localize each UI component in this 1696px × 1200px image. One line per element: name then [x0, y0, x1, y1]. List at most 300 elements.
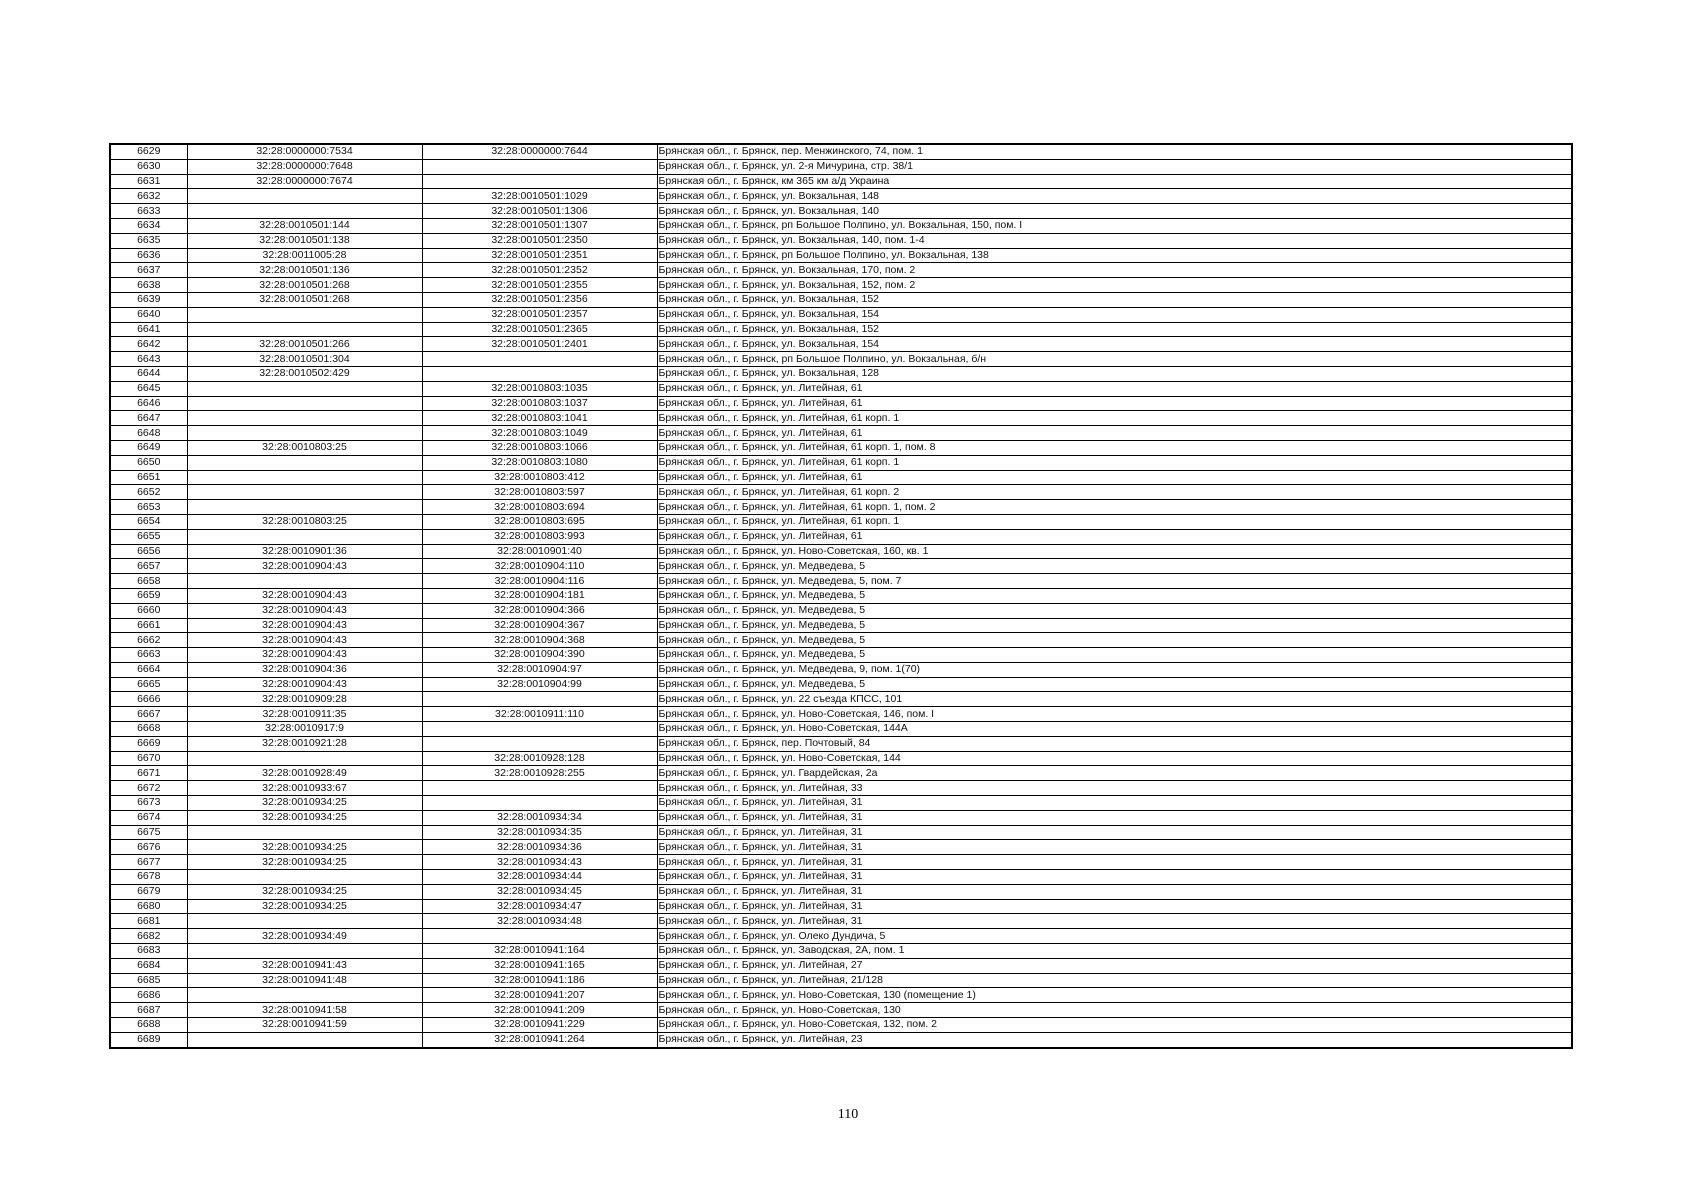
row-number-cell: 6675 [110, 825, 187, 840]
row-number-cell: 6641 [110, 322, 187, 337]
row-number-cell: 6639 [110, 292, 187, 307]
address-cell: Брянская обл., г. Брянск, ул. Литейная, 31 [657, 870, 1572, 885]
object-cadastral-number-cell: 32:28:0010941:164 [422, 944, 657, 959]
row-number-cell: 6648 [110, 426, 187, 441]
cadastral-number-cell: 32:28:0010904:43 [187, 559, 422, 574]
row-number-cell: 6674 [110, 810, 187, 825]
address-cell: Брянская обл., г. Брянск, ул. Ново-Советская, 132, пом. 2 [657, 1018, 1572, 1033]
object-cadastral-number-cell: 32:28:0010934:45 [422, 884, 657, 899]
row-number-cell: 6666 [110, 692, 187, 707]
cadastral-number-cell: 32:28:0010501:136 [187, 263, 422, 278]
address-cell: Брянская обл., г. Брянск, ул. Вокзальная, 128 [657, 366, 1572, 381]
cadastral-number-cell [187, 381, 422, 396]
cadastral-number-cell: 32:28:0010941:43 [187, 958, 422, 973]
table-row [110, 381, 1572, 396]
cadastral-number-cell: 32:28:0010904:43 [187, 677, 422, 692]
object-cadastral-number-cell: 32:28:0010928:255 [422, 766, 657, 781]
table-row [110, 1032, 1572, 1047]
row-number-cell: 6689 [110, 1032, 187, 1047]
object-cadastral-number-cell: 32:28:0010934:34 [422, 810, 657, 825]
address-cell: Брянская обл., г. Брянск, ул. Вокзальная, 154 [657, 337, 1572, 352]
cadastral-number-cell [187, 426, 422, 441]
row-number-cell: 6629 [110, 144, 187, 159]
address-cell: Брянская обл., г. Брянск, ул. Медведева, 5 [657, 603, 1572, 618]
address-cell: Брянская обл., г. Брянск, ул. Медведева, 5 [657, 559, 1572, 574]
address-cell: Брянская обл., г. Брянск, ул. Медведева, 5 [657, 618, 1572, 633]
address-cell: Брянская обл., г. Брянск, ул. Вокзальная, 152 [657, 322, 1572, 337]
cadastral-number-cell: 32:28:0010904:43 [187, 603, 422, 618]
table-row [110, 218, 1572, 233]
cadastral-number-cell [187, 411, 422, 426]
address-cell: Брянская обл., г. Брянск, ул. Медведева, 9, пом. 1(70) [657, 662, 1572, 677]
cadastral-number-cell: 32:28:0000000:7648 [187, 159, 422, 174]
address-cell: Брянская обл., г. Брянск, ул. Литейная, 31 [657, 840, 1572, 855]
address-cell: Брянская обл., г. Брянск, ул. Вокзальная, 154 [657, 307, 1572, 322]
cadastral-number-cell [187, 500, 422, 515]
row-number-cell: 6654 [110, 514, 187, 529]
object-cadastral-number-cell: 32:28:0010934:48 [422, 914, 657, 929]
row-number-cell: 6668 [110, 722, 187, 737]
object-cadastral-number-cell: 32:28:0010501:1029 [422, 189, 657, 204]
address-cell: Брянская обл., г. Брянск, ул. Медведева, 5, пом. 7 [657, 574, 1572, 589]
object-cadastral-number-cell [422, 352, 657, 367]
registry-table-body [110, 144, 1572, 1048]
address-cell: Брянская обл., г. Брянск, км 365 км а/д Украина [657, 174, 1572, 189]
object-cadastral-number-cell: 32:28:0010803:1049 [422, 426, 657, 441]
object-cadastral-number-cell: 32:28:0010934:44 [422, 870, 657, 885]
table-row [110, 722, 1572, 737]
row-number-cell: 6652 [110, 485, 187, 500]
address-cell: Брянская обл., г. Брянск, ул. Литейная, 27 [657, 958, 1572, 973]
address-cell: Брянская обл., г. Брянск, ул. Ново-Советская, 144 [657, 751, 1572, 766]
object-cadastral-number-cell: 32:28:0010934:47 [422, 899, 657, 914]
object-cadastral-number-cell: 32:28:0010901:40 [422, 544, 657, 559]
table-row [110, 263, 1572, 278]
cadastral-number-cell: 32:28:0010934:25 [187, 796, 422, 811]
table-row [110, 751, 1572, 766]
cadastral-number-cell: 32:28:0010501:266 [187, 337, 422, 352]
row-number-cell: 6684 [110, 958, 187, 973]
address-cell: Брянская обл., г. Брянск, ул. Заводская, 2А, пом. 1 [657, 944, 1572, 959]
table-row [110, 337, 1572, 352]
table-row [110, 159, 1572, 174]
table-row [110, 855, 1572, 870]
table-row [110, 662, 1572, 677]
cadastral-number-cell [187, 322, 422, 337]
cadastral-number-cell: 32:28:0010921:28 [187, 736, 422, 751]
cadastral-number-cell: 32:28:0010917:9 [187, 722, 422, 737]
row-number-cell: 6656 [110, 544, 187, 559]
address-cell: Брянская обл., г. Брянск, ул. Ново-Советская, 130 (помещение 1) [657, 988, 1572, 1003]
cadastral-number-cell [187, 870, 422, 885]
address-cell: Брянская обл., г. Брянск, ул. Литейная, 61 [657, 426, 1572, 441]
row-number-cell: 6682 [110, 929, 187, 944]
table-row [110, 485, 1572, 500]
address-cell: Брянская обл., г. Брянск, ул. Литейная, 61 [657, 529, 1572, 544]
table-row [110, 899, 1572, 914]
row-number-cell: 6649 [110, 440, 187, 455]
row-number-cell: 6665 [110, 677, 187, 692]
row-number-cell: 6638 [110, 278, 187, 293]
address-cell: Брянская обл., г. Брянск, ул. Литейная, 31 [657, 914, 1572, 929]
table-row [110, 307, 1572, 322]
table-row [110, 440, 1572, 455]
address-cell: Брянская обл., г. Брянск, ул. Вокзальная, 152 [657, 292, 1572, 307]
table-row [110, 1018, 1572, 1033]
address-cell: Брянская обл., г. Брянск, ул. Вокзальная, 140 [657, 204, 1572, 219]
row-number-cell: 6634 [110, 218, 187, 233]
table-row [110, 766, 1572, 781]
row-number-cell: 6660 [110, 603, 187, 618]
table-row [110, 455, 1572, 470]
object-cadastral-number-cell [422, 174, 657, 189]
row-number-cell: 6646 [110, 396, 187, 411]
object-cadastral-number-cell: 32:28:0010803:1080 [422, 455, 657, 470]
row-number-cell: 6633 [110, 204, 187, 219]
row-number-cell: 6661 [110, 618, 187, 633]
object-cadastral-number-cell: 32:28:0010803:695 [422, 514, 657, 529]
row-number-cell: 6677 [110, 855, 187, 870]
table-row [110, 278, 1572, 293]
cadastral-number-cell [187, 485, 422, 500]
cadastral-number-cell: 32:28:0010501:144 [187, 218, 422, 233]
address-cell: Брянская обл., г. Брянск, ул. 22 съезда КПСС, 101 [657, 692, 1572, 707]
table-row [110, 796, 1572, 811]
cadastral-number-cell: 32:28:0010501:138 [187, 233, 422, 248]
cadastral-number-cell [187, 988, 422, 1003]
cadastral-number-cell: 32:28:0010934:49 [187, 929, 422, 944]
object-cadastral-number-cell: 32:28:0010934:43 [422, 855, 657, 870]
address-cell: Брянская обл., г. Брянск, ул. Литейная, 31 [657, 884, 1572, 899]
cadastral-number-cell: 32:28:0010904:43 [187, 588, 422, 603]
cadastral-number-cell: 32:28:0010941:58 [187, 1003, 422, 1018]
cadastral-number-cell: 32:28:0010911:35 [187, 707, 422, 722]
object-cadastral-number-cell: 32:28:0010941:207 [422, 988, 657, 1003]
object-cadastral-number-cell: 32:28:0010904:110 [422, 559, 657, 574]
table-row [110, 574, 1572, 589]
row-number-cell: 6681 [110, 914, 187, 929]
object-cadastral-number-cell: 32:28:0010904:367 [422, 618, 657, 633]
row-number-cell: 6636 [110, 248, 187, 263]
address-cell: Брянская обл., г. Брянск, ул. Вокзальная, 170, пом. 2 [657, 263, 1572, 278]
object-cadastral-number-cell: 32:28:0010803:694 [422, 500, 657, 515]
table-row [110, 248, 1572, 263]
address-cell: Брянская обл., г. Брянск, ул. Ново-Советская, 160, кв. 1 [657, 544, 1572, 559]
table-row [110, 1003, 1572, 1018]
table-row [110, 618, 1572, 633]
cadastral-number-cell [187, 825, 422, 840]
object-cadastral-number-cell [422, 692, 657, 707]
object-cadastral-number-cell: 32:28:0010501:2356 [422, 292, 657, 307]
address-cell: Брянская обл., г. Брянск, ул. Литейная, 31 [657, 810, 1572, 825]
row-number-cell: 6658 [110, 574, 187, 589]
cadastral-number-cell: 32:28:0010941:48 [187, 973, 422, 988]
cadastral-number-cell: 32:28:0010934:25 [187, 810, 422, 825]
object-cadastral-number-cell [422, 159, 657, 174]
cadastral-number-cell: 32:28:0010803:25 [187, 514, 422, 529]
object-cadastral-number-cell: 32:28:0010911:110 [422, 707, 657, 722]
table-row [110, 988, 1572, 1003]
address-cell: Брянская обл., г. Брянск, рп Большое Полпино, ул. Вокзальная, 138 [657, 248, 1572, 263]
address-cell: Брянская обл., г. Брянск, ул. Гвардейская, 2а [657, 766, 1572, 781]
object-cadastral-number-cell: 32:28:0010934:36 [422, 840, 657, 855]
object-cadastral-number-cell: 32:28:0010501:2352 [422, 263, 657, 278]
row-number-cell: 6637 [110, 263, 187, 278]
table-row [110, 781, 1572, 796]
cadastral-number-cell [187, 529, 422, 544]
address-cell: Брянская обл., г. Брянск, ул. Литейная, 61 корп. 1 [657, 411, 1572, 426]
row-number-cell: 6650 [110, 455, 187, 470]
cadastral-number-cell: 32:28:0010904:43 [187, 633, 422, 648]
cadastral-number-cell: 32:28:0010803:25 [187, 440, 422, 455]
table-row [110, 840, 1572, 855]
cadastral-number-cell [187, 204, 422, 219]
table-row [110, 189, 1572, 204]
address-cell: Брянская обл., г. Брянск, ул. Ново-Советская, 144А [657, 722, 1572, 737]
address-cell: Брянская обл., г. Брянск, ул. Медведева, 5 [657, 588, 1572, 603]
address-cell: Брянская обл., г. Брянск, ул. Литейная, 31 [657, 796, 1572, 811]
object-cadastral-number-cell: 32:28:0010501:2355 [422, 278, 657, 293]
cadastral-number-cell: 32:28:0010934:25 [187, 840, 422, 855]
address-cell: Брянская обл., г. Брянск, ул. Литейная, 61 корп. 2 [657, 485, 1572, 500]
object-cadastral-number-cell: 32:28:0010904:97 [422, 662, 657, 677]
object-cadastral-number-cell: 32:28:0010904:390 [422, 648, 657, 663]
cadastral-number-cell: 32:28:0010928:49 [187, 766, 422, 781]
address-cell: Брянская обл., г. Брянск, ул. Вокзальная, 152, пом. 2 [657, 278, 1572, 293]
address-cell: Брянская обл., г. Брянск, ул. Ново-Советская, 130 [657, 1003, 1572, 1018]
row-number-cell: 6683 [110, 944, 187, 959]
address-cell: Брянская обл., г. Брянск, ул. Литейная, 23 [657, 1032, 1572, 1047]
table-row [110, 914, 1572, 929]
cadastral-number-cell: 32:28:0000000:7534 [187, 144, 422, 159]
table-row [110, 204, 1572, 219]
table-row [110, 588, 1572, 603]
table-row [110, 825, 1572, 840]
row-number-cell: 6651 [110, 470, 187, 485]
row-number-cell: 6644 [110, 366, 187, 381]
address-cell: Брянская обл., г. Брянск, ул. Ново-Советская, 146, пом. I [657, 707, 1572, 722]
row-number-cell: 6688 [110, 1018, 187, 1033]
object-cadastral-number-cell: 32:28:0010501:2365 [422, 322, 657, 337]
object-cadastral-number-cell: 32:28:0010803:1066 [422, 440, 657, 455]
object-cadastral-number-cell: 32:28:0010904:366 [422, 603, 657, 618]
cadastral-number-cell: 32:28:0010904:36 [187, 662, 422, 677]
object-cadastral-number-cell: 32:28:0010803:1041 [422, 411, 657, 426]
cadastral-number-cell [187, 944, 422, 959]
row-number-cell: 6655 [110, 529, 187, 544]
row-number-cell: 6678 [110, 870, 187, 885]
cadastral-number-cell: 32:28:0000000:7674 [187, 174, 422, 189]
object-cadastral-number-cell [422, 796, 657, 811]
address-cell: Брянская обл., г. Брянск, ул. Литейная, 61 [657, 396, 1572, 411]
property-registry-table [109, 143, 1573, 1049]
cadastral-number-cell: 32:28:0010901:36 [187, 544, 422, 559]
cadastral-number-cell: 32:28:0010904:43 [187, 618, 422, 633]
row-number-cell: 6640 [110, 307, 187, 322]
row-number-cell: 6671 [110, 766, 187, 781]
table-row [110, 973, 1572, 988]
table-row [110, 929, 1572, 944]
object-cadastral-number-cell: 32:28:0010501:1306 [422, 204, 657, 219]
object-cadastral-number-cell: 32:28:0010928:128 [422, 751, 657, 766]
object-cadastral-number-cell: 32:28:0010904:116 [422, 574, 657, 589]
cadastral-number-cell: 32:28:0010934:25 [187, 855, 422, 870]
object-cadastral-number-cell: 32:28:0010904:181 [422, 588, 657, 603]
object-cadastral-number-cell: 32:28:0010501:2357 [422, 307, 657, 322]
object-cadastral-number-cell: 32:28:0010501:1307 [422, 218, 657, 233]
table-row [110, 411, 1572, 426]
address-cell: Брянская обл., г. Брянск, ул. Литейная, 61 корп. 1, пом. 2 [657, 500, 1572, 515]
object-cadastral-number-cell: 32:28:0010941:186 [422, 973, 657, 988]
table-row [110, 633, 1572, 648]
table-row [110, 707, 1572, 722]
row-number-cell: 6670 [110, 751, 187, 766]
cadastral-number-cell: 32:28:0010934:25 [187, 899, 422, 914]
table-row [110, 544, 1572, 559]
row-number-cell: 6676 [110, 840, 187, 855]
table-row [110, 884, 1572, 899]
table-row [110, 810, 1572, 825]
row-number-cell: 6662 [110, 633, 187, 648]
row-number-cell: 6630 [110, 159, 187, 174]
object-cadastral-number-cell [422, 736, 657, 751]
row-number-cell: 6632 [110, 189, 187, 204]
row-number-cell: 6663 [110, 648, 187, 663]
table-row [110, 736, 1572, 751]
row-number-cell: 6667 [110, 707, 187, 722]
object-cadastral-number-cell: 32:28:0010803:412 [422, 470, 657, 485]
address-cell: Брянская обл., г. Брянск, ул. Литейная, 31 [657, 899, 1572, 914]
address-cell: Брянская обл., г. Брянск, ул. Вокзальная, 148 [657, 189, 1572, 204]
address-cell: Брянская обл., г. Брянск, рп Большое Полпино, ул. Вокзальная, б/н [657, 352, 1572, 367]
table-row [110, 396, 1572, 411]
table-row [110, 870, 1572, 885]
cadastral-number-cell: 32:28:0010933:67 [187, 781, 422, 796]
cadastral-number-cell [187, 751, 422, 766]
address-cell: Брянская обл., г. Брянск, ул. Медведева, 5 [657, 648, 1572, 663]
object-cadastral-number-cell [422, 781, 657, 796]
table-row [110, 426, 1572, 441]
address-cell: Брянская обл., г. Брянск, пер. Почтовый, 84 [657, 736, 1572, 751]
row-number-cell: 6643 [110, 352, 187, 367]
row-number-cell: 6679 [110, 884, 187, 899]
row-number-cell: 6669 [110, 736, 187, 751]
cadastral-number-cell [187, 1032, 422, 1047]
cadastral-number-cell: 32:28:0010909:28 [187, 692, 422, 707]
table-row [110, 529, 1572, 544]
object-cadastral-number-cell: 32:28:0010803:597 [422, 485, 657, 500]
cadastral-number-cell: 32:28:0010934:25 [187, 884, 422, 899]
cadastral-number-cell [187, 396, 422, 411]
cadastral-number-cell [187, 455, 422, 470]
address-cell: Брянская обл., г. Брянск, пер. Менжинского, 74, пом. 1 [657, 144, 1572, 159]
cadastral-number-cell [187, 470, 422, 485]
address-cell: Брянская обл., г. Брянск, ул. Литейная, 61 корп. 1 [657, 455, 1572, 470]
table-row [110, 559, 1572, 574]
cadastral-number-cell [187, 307, 422, 322]
address-cell: Брянская обл., г. Брянск, ул. Литейная, 61 корп. 1, пом. 8 [657, 440, 1572, 455]
object-cadastral-number-cell: 32:28:0010941:229 [422, 1018, 657, 1033]
table-row [110, 514, 1572, 529]
table-row [110, 322, 1572, 337]
row-number-cell: 6686 [110, 988, 187, 1003]
object-cadastral-number-cell: 32:28:0010501:2351 [422, 248, 657, 263]
table-row [110, 174, 1572, 189]
table-row [110, 470, 1572, 485]
object-cadastral-number-cell: 32:28:0010904:99 [422, 677, 657, 692]
object-cadastral-number-cell: 32:28:0010501:2350 [422, 233, 657, 248]
cadastral-number-cell: 32:28:0010502:429 [187, 366, 422, 381]
address-cell: Брянская обл., г. Брянск, ул. Медведева, 5 [657, 677, 1572, 692]
table-row [110, 500, 1572, 515]
object-cadastral-number-cell [422, 929, 657, 944]
row-number-cell: 6687 [110, 1003, 187, 1018]
address-cell: Брянская обл., г. Брянск, ул. Вокзальная, 140, пом. 1-4 [657, 233, 1572, 248]
row-number-cell: 6642 [110, 337, 187, 352]
address-cell: Брянская обл., г. Брянск, ул. Литейная, 61 корп. 1 [657, 514, 1572, 529]
cadastral-number-cell: 32:28:0010501:268 [187, 292, 422, 307]
address-cell: Брянская обл., г. Брянск, ул. Литейная, 21/128 [657, 973, 1572, 988]
address-cell: Брянская обл., г. Брянск, ул. 2-я Мичурина, стр. 38/1 [657, 159, 1572, 174]
row-number-cell: 6659 [110, 588, 187, 603]
object-cadastral-number-cell: 32:28:0010934:35 [422, 825, 657, 840]
address-cell: Брянская обл., г. Брянск, ул. Медведева, 5 [657, 633, 1572, 648]
cadastral-number-cell: 32:28:0010941:59 [187, 1018, 422, 1033]
page-number: 110 [837, 1107, 859, 1122]
address-cell: Брянская обл., г. Брянск, ул. Литейная, 31 [657, 825, 1572, 840]
table-row [110, 366, 1572, 381]
cadastral-number-cell [187, 189, 422, 204]
table-row [110, 944, 1572, 959]
row-number-cell: 6653 [110, 500, 187, 515]
object-cadastral-number-cell: 32:28:0010501:2401 [422, 337, 657, 352]
cadastral-number-cell: 32:28:0010501:268 [187, 278, 422, 293]
row-number-cell: 6680 [110, 899, 187, 914]
cadastral-number-cell: 32:28:0010501:304 [187, 352, 422, 367]
table-row [110, 958, 1572, 973]
row-number-cell: 6664 [110, 662, 187, 677]
row-number-cell: 6631 [110, 174, 187, 189]
address-cell: Брянская обл., г. Брянск, рп Большое Полпино, ул. Вокзальная, 150, пом. I [657, 218, 1572, 233]
cadastral-number-cell [187, 574, 422, 589]
table-row [110, 352, 1572, 367]
object-cadastral-number-cell: 32:28:0010941:165 [422, 958, 657, 973]
object-cadastral-number-cell [422, 722, 657, 737]
object-cadastral-number-cell: 32:28:0010904:368 [422, 633, 657, 648]
object-cadastral-number-cell: 32:28:0010941:264 [422, 1032, 657, 1047]
row-number-cell: 6645 [110, 381, 187, 396]
table-row [110, 648, 1572, 663]
table-row [110, 692, 1572, 707]
table-row [110, 677, 1572, 692]
object-cadastral-number-cell: 32:28:0000000:7644 [422, 144, 657, 159]
object-cadastral-number-cell: 32:28:0010803:993 [422, 529, 657, 544]
address-cell: Брянская обл., г. Брянск, ул. Литейная, 61 [657, 470, 1572, 485]
object-cadastral-number-cell: 32:28:0010803:1035 [422, 381, 657, 396]
row-number-cell: 6685 [110, 973, 187, 988]
address-cell: Брянская обл., г. Брянск, ул. Литейная, 33 [657, 781, 1572, 796]
object-cadastral-number-cell [422, 366, 657, 381]
row-number-cell: 6647 [110, 411, 187, 426]
row-number-cell: 6673 [110, 796, 187, 811]
cadastral-number-cell [187, 914, 422, 929]
cadastral-number-cell: 32:28:0011005:28 [187, 248, 422, 263]
address-cell: Брянская обл., г. Брянск, ул. Литейная, 61 [657, 381, 1572, 396]
cadastral-number-cell: 32:28:0010904:43 [187, 648, 422, 663]
row-number-cell: 6635 [110, 233, 187, 248]
table-row [110, 144, 1572, 159]
table-row [110, 603, 1572, 618]
